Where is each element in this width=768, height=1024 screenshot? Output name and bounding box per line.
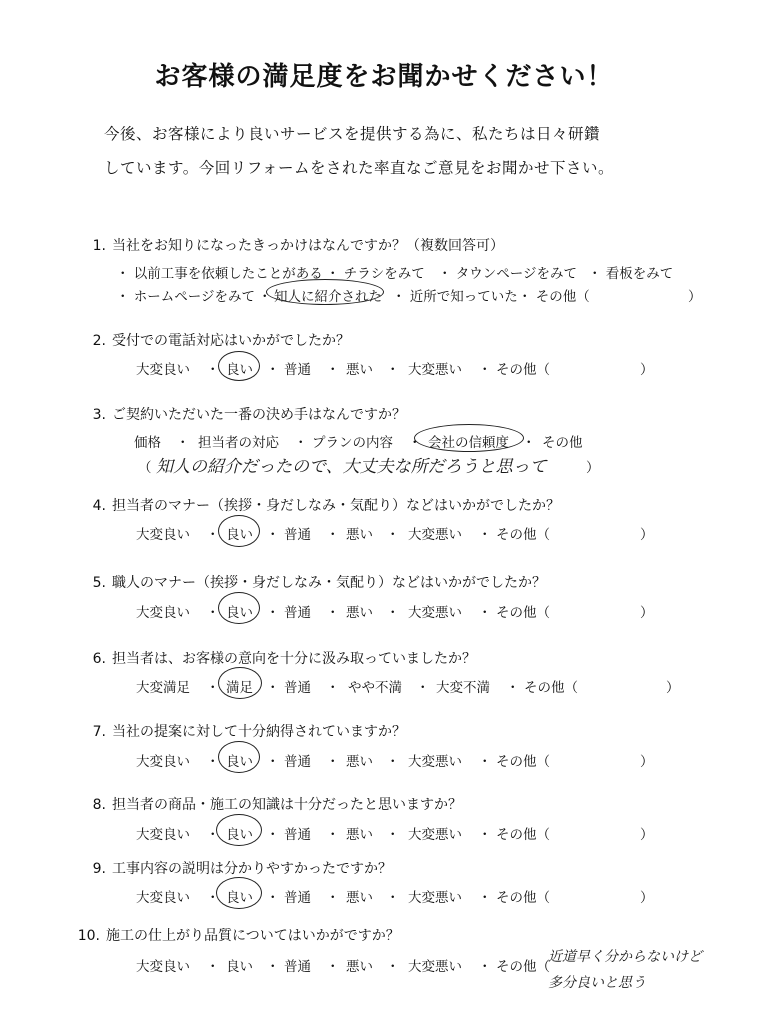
separator: ・ (206, 362, 220, 378)
separator: ・ (206, 890, 220, 906)
question-7 (78, 721, 406, 741)
rating-bad[interactable]: 悪い (346, 890, 373, 906)
rating-bad[interactable]: 悪い (346, 605, 373, 621)
separator: ・ (266, 890, 280, 906)
question-number: 3. (92, 407, 106, 423)
separator: ・ (408, 435, 422, 451)
separator: ・ (386, 754, 400, 770)
separator: ・ (266, 527, 280, 543)
separator: ・ (206, 527, 220, 543)
separator: ・ (266, 680, 280, 696)
paren-close: ） (640, 362, 654, 378)
rating-very-bad[interactable]: 大変悪い (408, 890, 462, 906)
rating-very-good[interactable]: 大変良い (136, 362, 190, 378)
option-staff-response[interactable]: 担当者の対応 (198, 435, 279, 451)
separator: ・ (326, 827, 340, 843)
handwritten-answer-line-1: 近道早く分からないけど (548, 949, 702, 965)
rating-average[interactable]: 普通 (284, 890, 311, 906)
separator: ・ (478, 890, 492, 906)
rating-very-good[interactable]: 大変良い (136, 959, 190, 975)
separator: ・ (478, 754, 492, 770)
separator: ・ (386, 959, 400, 975)
separator: ・ (206, 680, 220, 696)
rating-average[interactable]: 普通 (284, 680, 311, 696)
question-6 (78, 648, 476, 668)
separator: ・ (326, 362, 340, 378)
separator: ・ (386, 890, 400, 906)
rating-very-bad[interactable]: 大変悪い (408, 605, 462, 621)
separator: ・ (386, 527, 400, 543)
question-number: 6. (92, 651, 106, 667)
rating-good[interactable]: 良い (226, 827, 253, 843)
page-title: お客様の満足度をお聞かせください！ (154, 62, 614, 92)
option-other[interactable]: ・ その他（ (518, 289, 590, 305)
separator: ・ (294, 435, 308, 451)
question-number: 4. (92, 498, 106, 514)
question-number: 1. (92, 238, 106, 254)
rating-average[interactable]: 普通 (284, 754, 311, 770)
question-text: 担当者のマナー（挨拶・身だしなみ・気配り）などはいかがでしたか？ (112, 498, 560, 514)
intro-line-1: 今後、お客様により良いサービスを提供する為に、私たちは日々研鑽 (104, 125, 601, 143)
paren-close: ） (586, 460, 600, 476)
separator: ・ (266, 605, 280, 621)
separator: ・ (478, 959, 492, 975)
question-text: 担当者の商品・施工の知識は十分だったと思いますか？ (112, 797, 462, 813)
question-10 (60, 925, 400, 945)
question-3 (78, 404, 406, 424)
separator: ・ (386, 605, 400, 621)
rating-average[interactable]: 普通 (284, 605, 311, 621)
rating-bad[interactable]: 悪い (346, 827, 373, 843)
rating-average[interactable]: 普通 (284, 527, 311, 543)
separator: ・ (478, 827, 492, 843)
separator: ・ (386, 362, 400, 378)
separator: ・ (478, 362, 492, 378)
question-number: 5. (92, 575, 106, 591)
option-homepage[interactable]: ・ ホームページをみて (116, 289, 256, 305)
separator: ・ (326, 605, 340, 621)
separator: ・ (206, 827, 220, 843)
rating-average[interactable]: 普通 (284, 362, 311, 378)
question-text: 受付での電話対応はいかがでしたか？ (112, 333, 350, 349)
separator: ・ (326, 959, 340, 975)
separator: ・ (206, 959, 220, 975)
option-plan-content[interactable]: プランの内容 (312, 435, 393, 451)
question-8 (78, 794, 462, 814)
question-number: 8. (92, 797, 106, 813)
rating-good[interactable]: 良い (226, 959, 253, 975)
rating-other[interactable]: その他（ (496, 754, 550, 770)
separator: ・ (176, 435, 190, 451)
rating-very-good[interactable]: 大変良い (136, 754, 190, 770)
rating-good[interactable]: 良い (226, 754, 253, 770)
option-other[interactable]: その他 (542, 435, 583, 451)
separator: ・ (478, 605, 492, 621)
option-flyer[interactable]: ・ チラシをみて (326, 266, 425, 282)
separator: ・ (266, 827, 280, 843)
rating-very-good[interactable]: 大変良い (136, 605, 190, 621)
option-previous-request[interactable]: ・ 以前工事を依頼したことがある (116, 266, 323, 282)
separator: ・ (258, 289, 272, 305)
separator: ・ (416, 680, 430, 696)
separator: ・ (266, 959, 280, 975)
rating-other[interactable]: その他（ (496, 527, 550, 543)
separator: ・ (266, 754, 280, 770)
question-number: 10. (77, 928, 100, 944)
question-number: 9. (92, 861, 106, 877)
separator: ・ (326, 680, 340, 696)
question-text: ご契約いただいた一番の決め手はなんですか？ (112, 407, 406, 423)
intro-line-2: しています。今回リフォームをされた率直なご意見をお聞かせ下さい。 (104, 159, 614, 177)
rating-somewhat-dissatisfied[interactable]: やや不満 (348, 680, 402, 696)
question-number: 7. (92, 724, 106, 740)
question-5 (78, 572, 546, 592)
rating-good[interactable]: 良い (226, 890, 253, 906)
rating-other[interactable]: その他（ (524, 680, 578, 696)
question-text: 当社の提案に対して十分納得されていますか？ (112, 724, 406, 740)
separator: ・ (326, 754, 340, 770)
separator: ・ (478, 527, 492, 543)
question-9 (78, 858, 392, 878)
rating-good[interactable]: 良い (226, 362, 253, 378)
handwritten-answer: 知人の紹介だったので、大丈夫な所だろうと思って (156, 457, 547, 477)
question-text: 施工の仕上がり品質についてはいかがですか？ (106, 928, 400, 944)
paren-close: ） (640, 605, 654, 621)
paren-close: ） (640, 827, 654, 843)
option-known-locally[interactable]: ・ 近所で知っていた (392, 289, 518, 305)
separator: ・ (266, 362, 280, 378)
rating-very-good[interactable]: 大変良い (136, 827, 190, 843)
separator: ・ (206, 754, 220, 770)
option-signboard[interactable]: ・ 看板をみて (588, 266, 674, 282)
rating-very-bad[interactable]: 大変悪い (408, 362, 462, 378)
paren-close: ） (640, 527, 654, 543)
rating-other[interactable]: その他（ (496, 605, 550, 621)
rating-average[interactable]: 普通 (284, 827, 311, 843)
question-text: 当社をお知りになったきっかけはなんですか？（複数回答可） (112, 238, 504, 254)
rating-very-dissatisfied[interactable]: 大変不満 (436, 680, 490, 696)
rating-other[interactable]: その他（ (496, 827, 550, 843)
option-company-trust[interactable]: 会社の信頼度 (428, 435, 509, 451)
rating-good[interactable]: 良い (226, 527, 253, 543)
option-introduced-by-acquaintance[interactable]: 知人に紹介された (274, 289, 382, 305)
rating-bad[interactable]: 悪い (346, 362, 373, 378)
paren-close: ） (688, 289, 702, 305)
question-text: 工事内容の説明は分かりやすかったですか？ (112, 861, 392, 877)
handwritten-answer-line-2: 多分良いと思う (548, 975, 646, 991)
rating-very-satisfied[interactable]: 大変満足 (136, 680, 190, 696)
paren-open: （ (138, 460, 152, 476)
rating-other[interactable]: その他（ (496, 890, 550, 906)
question-number: 2. (92, 333, 106, 349)
rating-bad[interactable]: 悪い (346, 754, 373, 770)
question-2 (78, 330, 350, 350)
rating-average[interactable]: 普通 (284, 959, 311, 975)
question-1 (78, 235, 504, 255)
rating-very-bad[interactable]: 大変悪い (408, 754, 462, 770)
rating-very-bad[interactable]: 大変悪い (408, 827, 462, 843)
rating-very-good[interactable]: 大変良い (136, 890, 190, 906)
paren-close: ） (640, 754, 654, 770)
paren-close: ） (666, 680, 680, 696)
separator: ・ (386, 827, 400, 843)
separator: ・ (506, 680, 520, 696)
separator: ・ (206, 605, 220, 621)
question-text: 職人のマナー（挨拶・身だしなみ・気配り）などはいかがでしたか？ (112, 575, 546, 591)
separator: ・ (522, 435, 536, 451)
rating-very-bad[interactable]: 大変悪い (408, 959, 462, 975)
separator: ・ (326, 890, 340, 906)
rating-bad[interactable]: 悪い (346, 527, 373, 543)
paren-close: ） (640, 890, 654, 906)
rating-bad[interactable]: 悪い (346, 959, 373, 975)
option-town-page[interactable]: ・ タウンページをみて (438, 266, 578, 282)
rating-very-good[interactable]: 大変良い (136, 527, 190, 543)
question-4 (78, 495, 560, 515)
option-price[interactable]: 価格 (134, 435, 161, 451)
separator: ・ (326, 527, 340, 543)
question-text: 担当者は、お客様の意向を十分に汲み取っていましたか？ (112, 651, 476, 667)
rating-good[interactable]: 良い (226, 605, 253, 621)
rating-very-bad[interactable]: 大変悪い (408, 527, 462, 543)
rating-satisfied[interactable]: 満足 (226, 680, 253, 696)
rating-other[interactable]: その他（ (496, 959, 550, 975)
rating-other[interactable]: その他（ (496, 362, 550, 378)
